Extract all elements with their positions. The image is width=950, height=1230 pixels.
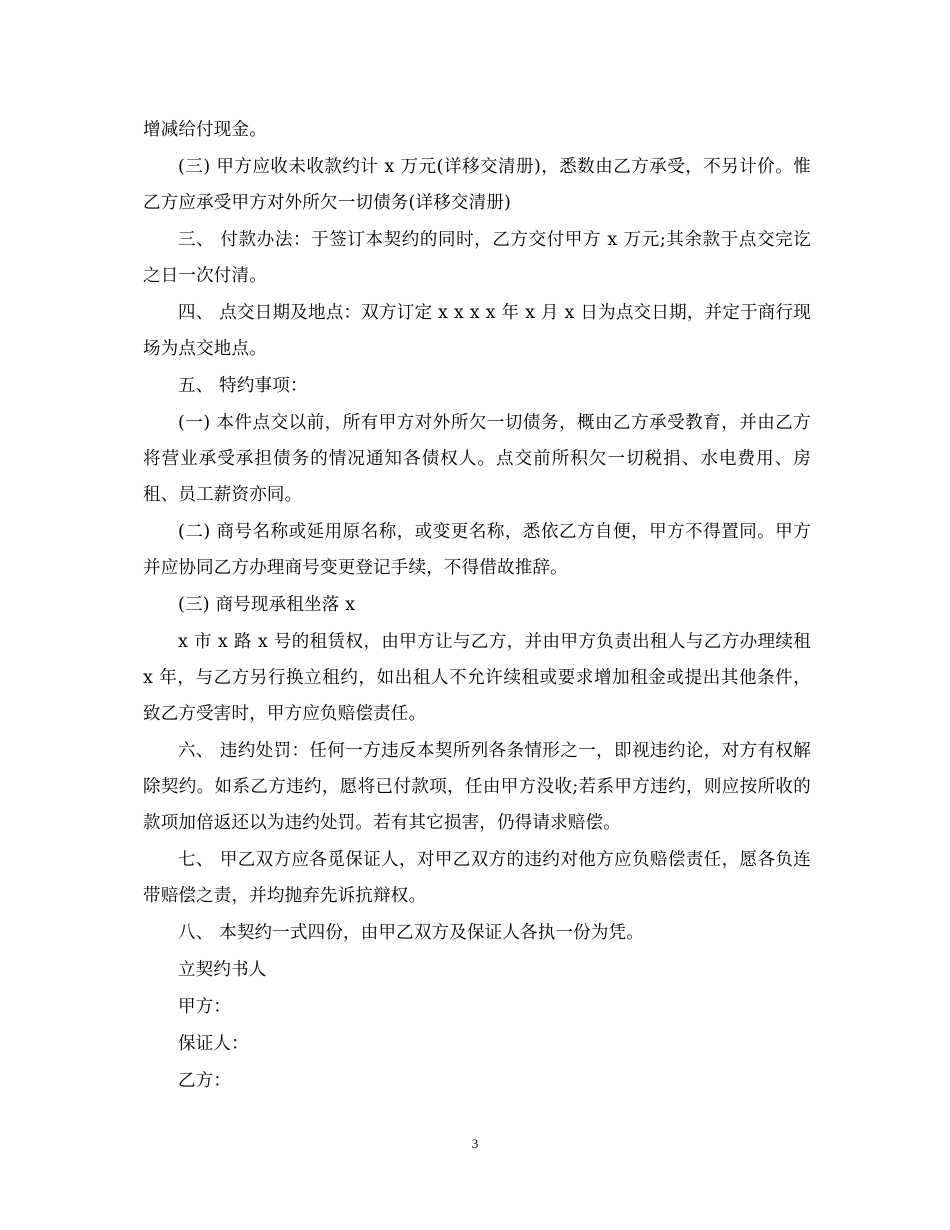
section-heading: 五、 特约事项： <box>178 376 308 396</box>
signature-heading: 立契约书人 <box>178 960 267 980</box>
paragraph: 增减给付现金。 <box>143 120 267 140</box>
paragraph: (一) 本件点交以前，所有甲方对外所欠一切债务，概由乙方承受教育，并由乙方将营业承受承担债务的情况通知各债权人。点交前所积欠一切税捐、水电费用、房租、员工薪资亦同。 <box>143 413 811 505</box>
paragraph: 八、 本契约一式四份，由甲乙双方及保证人各执一份为凭。 <box>178 923 644 943</box>
signature-party-a: 甲方： <box>178 997 232 1017</box>
paragraph: (三) 商号现承租坐落 x <box>178 595 356 615</box>
signature-party-b: 乙方： <box>178 1071 232 1091</box>
paragraph: (三) 甲方应收未收款约计 x 万元(详移交清册)，悉数由乙方承受，不另计价。惟乙方应承受甲方对外所欠一切债务(详移交清册) <box>143 157 811 213</box>
page-number: 3 <box>471 1136 479 1151</box>
paragraph: 四、 点交日期及地点：双方订定 x x x x 年 x 月 x 日为点交日期，并定于商行现场为点交地点。 <box>143 303 811 359</box>
document-body <box>143 112 811 1100</box>
paragraph: 七、 甲乙双方应各觅保证人，对甲乙双方的违约对他方应负赔偿责任，愿各负连带赔偿之责，并均抛弃先诉抗辩权。 <box>143 850 811 906</box>
paragraph: x 市 x 路 x 号的租赁权，由甲方让与乙方，并由甲方负责出租人与乙方办理续租 x 年，与乙方另行换立租约，如出租人不允许续租或要求增加租金或提出其他条件，致乙方受害时，甲方应负赔偿责任。 <box>143 632 811 724</box>
paragraph: (二) 商号名称或延用原名称，或变更名称，悉依乙方自便，甲方不得置同。甲方并应协同乙方办理商号变更登记手续，不得借故推辞。 <box>143 522 811 578</box>
signature-guarantor: 保证人： <box>178 1034 249 1054</box>
paragraph: 三、 付款办法：于签订本契约的同时，乙方交付甲方 x 万元;其余款于点交完讫之日一次付清。 <box>143 230 811 286</box>
paragraph: 六、 违约处罚：任何一方违反本契所列各条情形之一，即视违约论，对方有权解除契约。如系乙方违约，愿将已付款项，任由甲方没收;若系甲方违约，则应按所收的款项加倍返还以为违约处罚。若有其它损害，仍得请求赔偿。 <box>143 741 811 833</box>
